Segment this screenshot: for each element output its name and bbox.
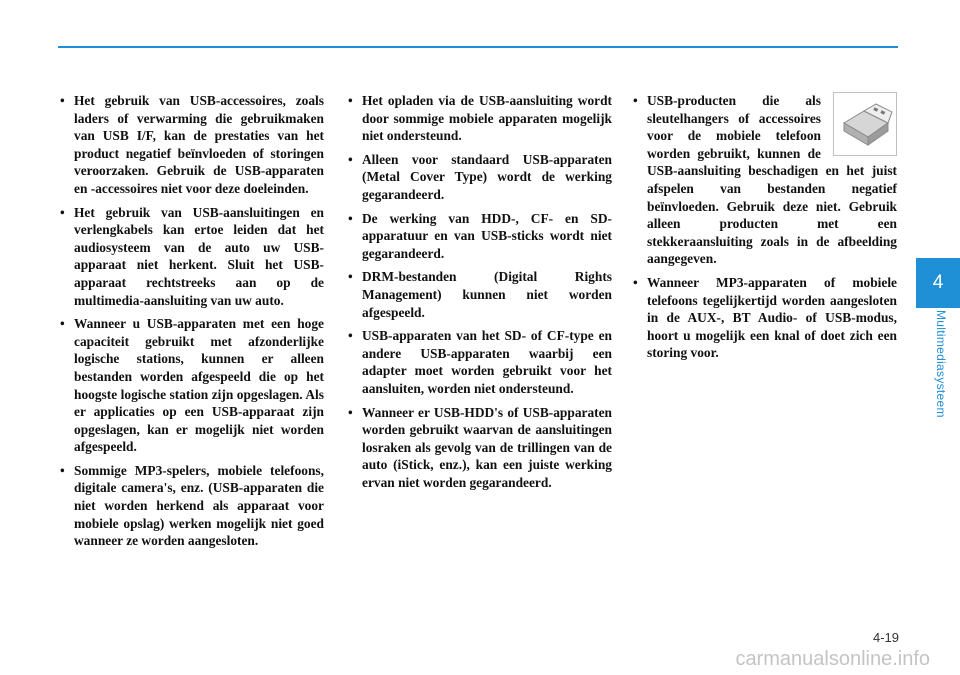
- list-item: • DRM-bestanden (Digital Rights Management) kunnen niet worden afgespeeld.: [348, 268, 612, 321]
- list-item: • Alleen voor standaard USB-apparaten (Metal Cover Type) wordt de werking gegarandeerd.: [348, 151, 612, 204]
- bullet-list: [60, 92, 324, 550]
- header-rule: [58, 46, 898, 48]
- watermark: carmanualsonline.info: [735, 648, 930, 670]
- list-item: • Wanneer u USB-apparaten met een hoge capaciteit gebruikt met afzonderlijke logische stations, kunnen er alleen bestanden worden afgespeeld die op het hoogste logische station zijn opgeslagen. Als er applicaties op een USB-apparaat zijn opgeslagen, kan er mogelijk niet worden afgespeeld.: [60, 315, 324, 456]
- chapter-tab: 4: [916, 258, 960, 308]
- list-item: • Wanneer MP3-apparaten of mobiele telefoons tegelijkertijd worden aangesloten in de AUX-, BT Audio- of USB-modus, hoort u mogelijk een knal of doet zich een storing voor.: [633, 274, 897, 362]
- list-item: • USB-apparaten van het SD- of CF-type en andere USB-apparaten waarbij een adapter moet worden gebruikt voor het aansluiten, worden niet ondersteund.: [348, 327, 612, 397]
- bullet-list: [633, 92, 897, 362]
- text-column-2: [348, 92, 612, 497]
- list-item: • Het gebruik van USB-aansluitingen en verlengkabels kan ertoe leiden dat het audiosysteem van de auto uw USB-apparaat niet herkent. Sluit het USB-apparaat rechtstreeks aan op de multimedia-aansluiting van uw auto.: [60, 204, 324, 310]
- list-item: • De werking van HDD-, CF- en SD-apparatuur en van USB-sticks wordt niet gegarandeerd.: [348, 210, 612, 263]
- list-item: • Sommige MP3-spelers, mobiele telefoons, digitale camera's, enz. (USB-apparaten die niet worden herkend als apparaat voor mobiele opslag) werken mogelijk niet goed wanneer ze worden aangesloten.: [60, 462, 324, 550]
- text-column-1: [60, 92, 324, 556]
- bullet-list: [348, 92, 612, 491]
- page-number: 4-19: [872, 630, 899, 645]
- list-item: • Het gebruik van USB-accessoires, zoals laders of verwarming die gebruikmaken van USB I/F, kan de prestaties van het product negatief beïnvloeden of storingen veroorzaken. Gebruik de USB-apparaten en -accessoires niet voor deze doeleinden.: [60, 92, 324, 198]
- list-item: • USB-producten die als sleutelhangers of accessoires voor de mobiele telefoon worden gebruikt, kunnen de USB-aansluiting beschadigen en het juist afspelen van bestanden negatief beïnvloeden. Gebruik deze niet. Gebruik alleen producten met een stekkeraansluiting zoals in de afbeelding aangegeven.: [633, 92, 897, 268]
- chapter-label: Multimediasysteem: [934, 310, 948, 418]
- text-column-3: [633, 92, 897, 368]
- list-item: • Het opladen via de USB-aansluiting wordt door sommige mobiele apparaten mogelijk niet ondersteund.: [348, 92, 612, 145]
- list-item: • Wanneer er USB-HDD's of USB-apparaten worden gebruikt waarvan de aansluitingen losraken als gevolg van de trillingen van de auto (iStick, enz.), kan een juiste werking ervan niet worden gegarandeerd.: [348, 404, 612, 492]
